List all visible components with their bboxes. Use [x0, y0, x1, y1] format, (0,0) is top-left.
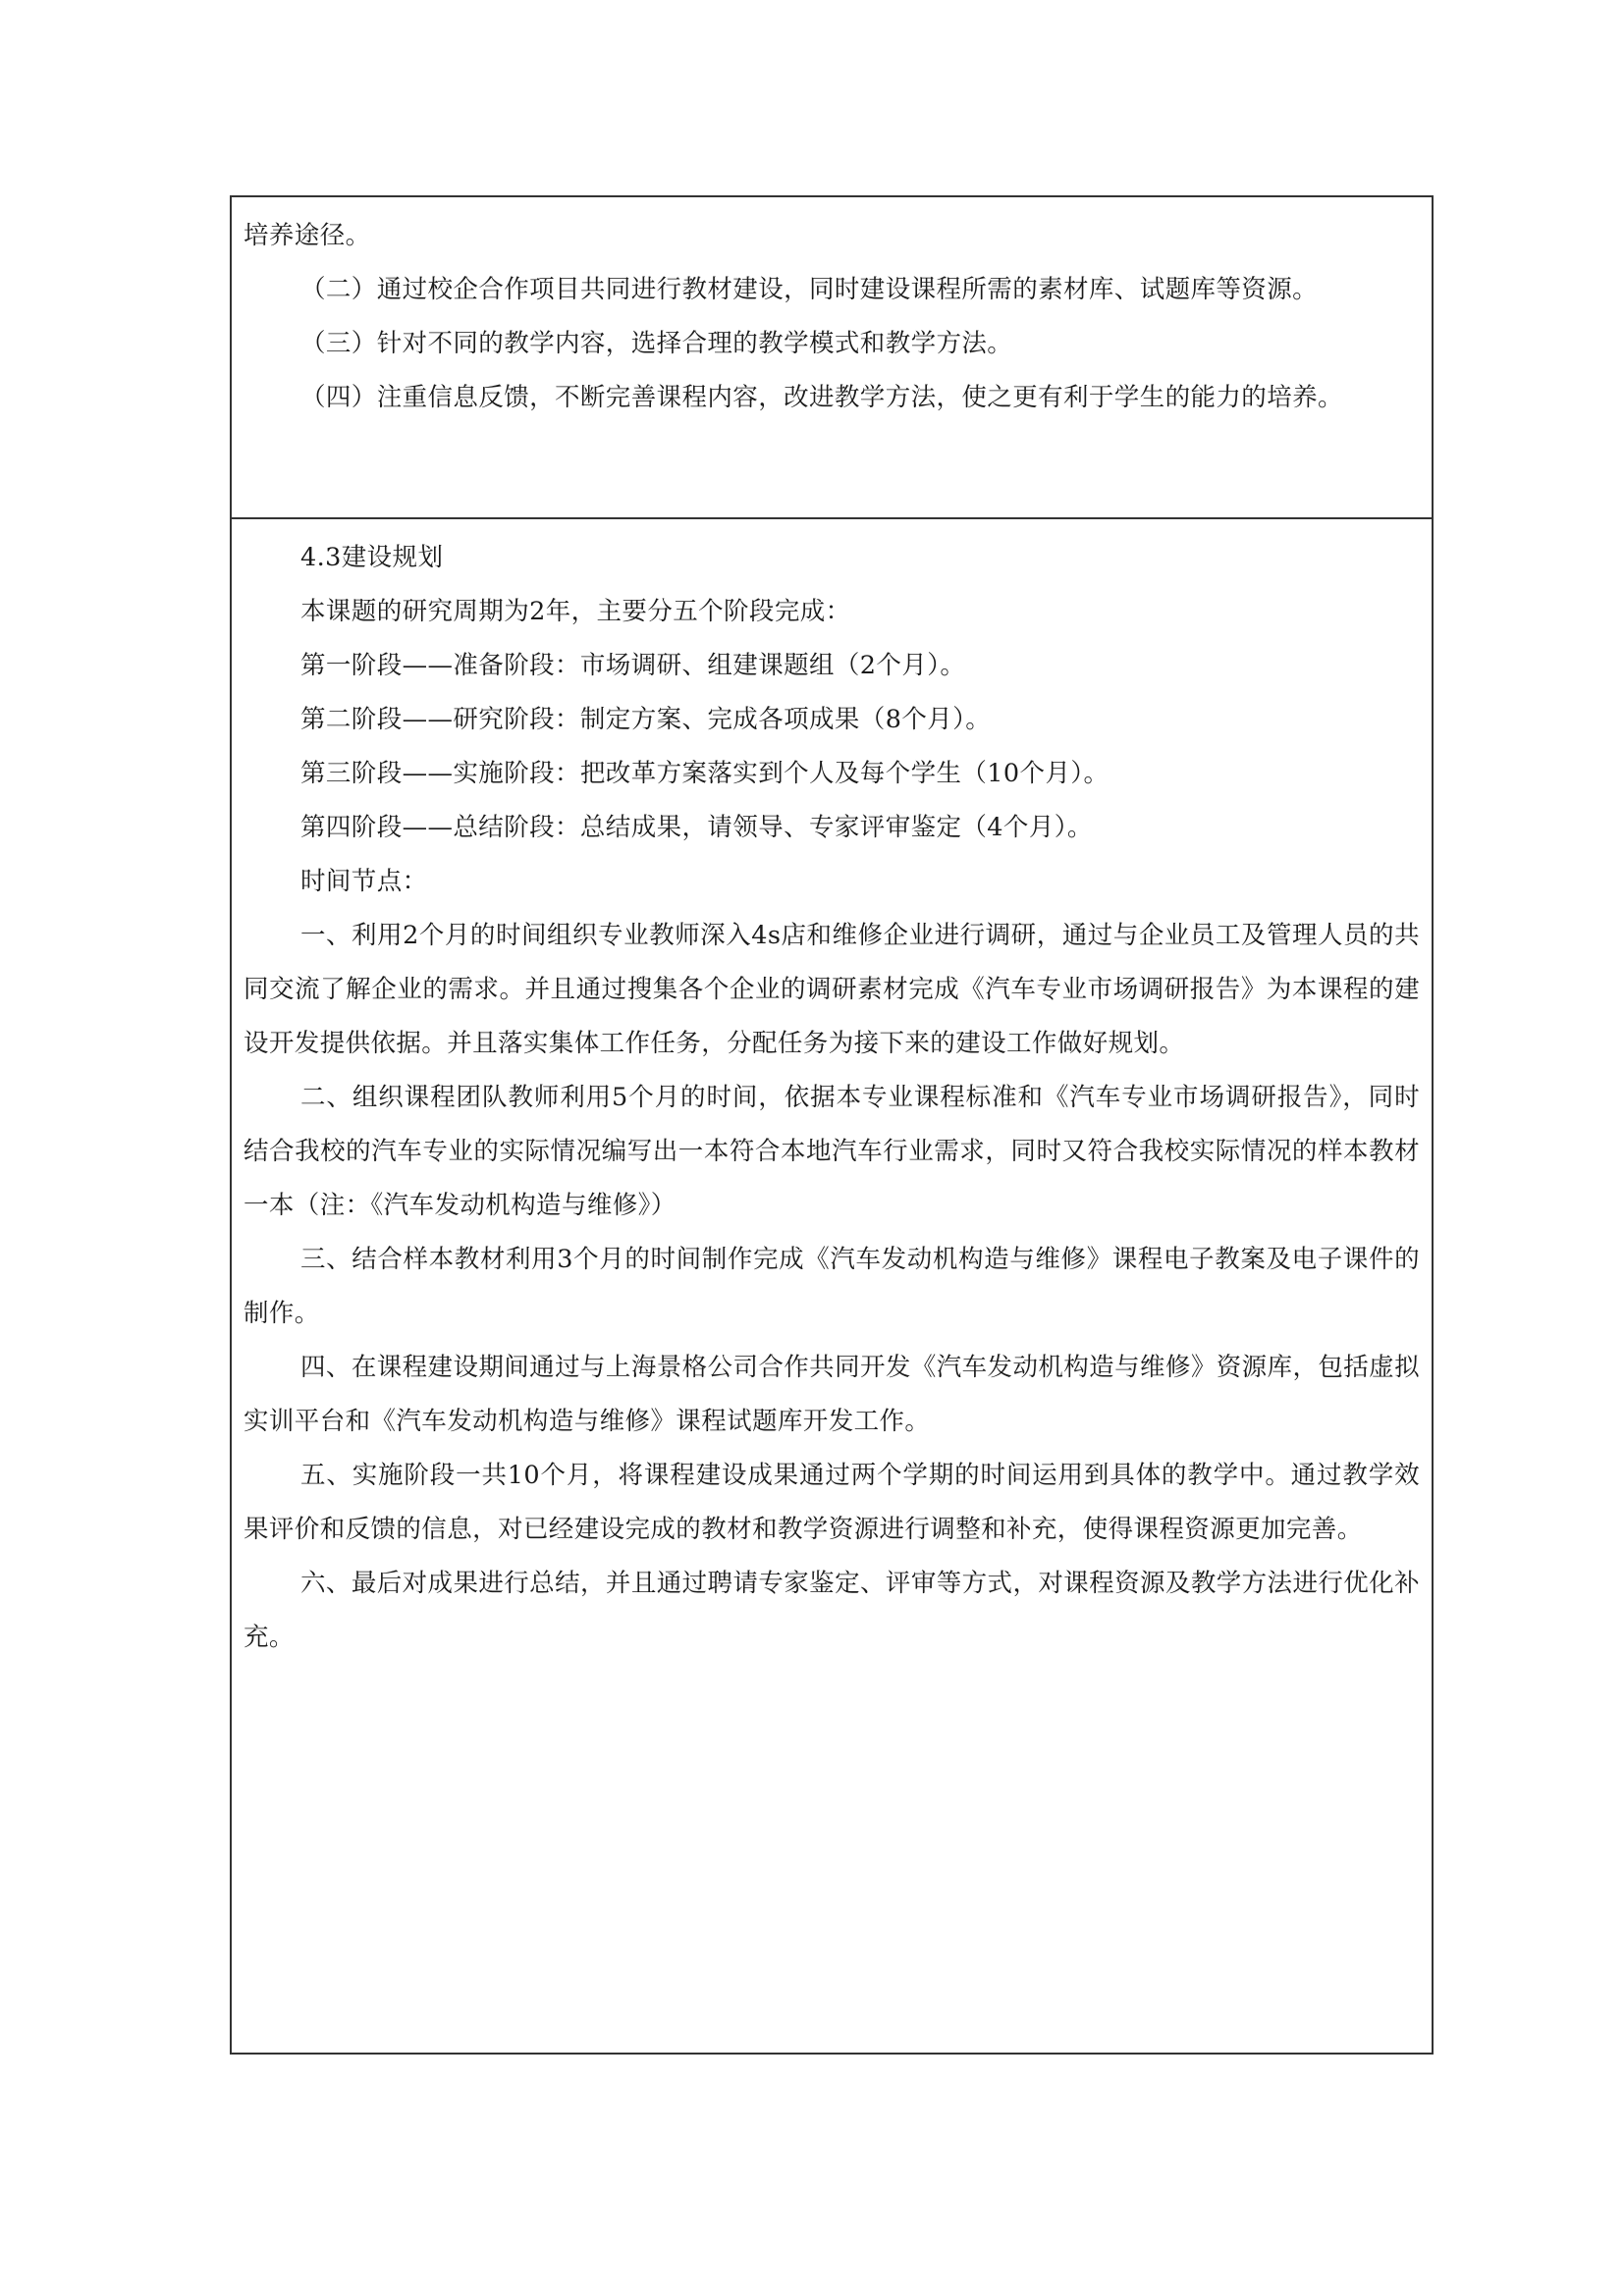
paragraph-item-4: （四）注重信息反馈，不断完善课程内容，改进教学方法，使之更有利于学生的能力的培养。 [300, 383, 1343, 412]
construction-plan-cell [231, 518, 1433, 2054]
timeline-item-5: 五、实施阶段一共10个月，将课程建设成果通过两个学期的时间运用到具体的教学中。通过教学效果评价和反馈的信息，对已经建设完成的教材和教学资源进行调整和补充，使得课程资源更加完善。 [244, 1461, 1420, 1544]
phase-1: 第一阶段——准备阶段：市场调研、组建课题组（2个月）。 [300, 651, 966, 680]
paragraph-item-2: （二）通过校企合作项目共同进行教材建设，同时建设课程所需的素材库、试题库等资源。 [300, 275, 1319, 304]
timeline-label: 时间节点： [300, 867, 428, 896]
paragraph-item-3: （三）针对不同的教学内容，选择合理的教学模式和教学方法。 [300, 329, 1013, 358]
document-table [230, 195, 1434, 2055]
phase-3: 第三阶段——实施阶段：把改革方案落实到个人及每个学生（10个月）。 [300, 759, 1110, 788]
phase-4: 第四阶段——总结阶段：总结成果，请领导、专家评审鉴定（4个月）。 [300, 813, 1093, 842]
cultivation-path-cell [231, 196, 1433, 518]
paragraph-continuation: 培养途径。 [244, 221, 371, 250]
timeline-item-3: 三、结合样本教材利用3个月的时间制作完成《汽车发动机构造与维修》课程电子教案及电子课件的制作。 [244, 1245, 1420, 1328]
timeline-item-1: 一、利用2个月的时间组织专业教师深入4s店和维修企业进行调研，通过与企业员工及管理人员的共同交流了解企业的需求。并且通过搜集各个企业的调研素材完成《汽车专业市场调研报告》为本课程的建设开发提供依据。并且落实集体工作任务，分配任务为接下来的建设工作做好规划。 [244, 921, 1420, 1058]
timeline-item-4: 四、在课程建设期间通过与上海景格公司合作共同开发《汽车发动机构造与维修》资源库，包括虚拟实训平台和《汽车发动机构造与维修》课程试题库开发工作。 [244, 1353, 1420, 1436]
timeline-item-2: 二、组织课程团队教师利用5个月的时间，依据本专业课程标准和《汽车专业市场调研报告》，同时结合我校的汽车专业的实际情况编写出一本符合本地汽车行业需求，同时又符合我校实际情况的样本教材一本（注：《汽车发动机构造与维修》） [244, 1083, 1420, 1220]
table-row [231, 518, 1433, 2054]
plan-intro: 本课题的研究周期为2年，主要分五个阶段完成： [300, 597, 851, 626]
table-row [231, 196, 1433, 518]
timeline-item-6: 六、最后对成果进行总结，并且通过聘请专家鉴定、评审等方式，对课程资源及教学方法进行优化补充。 [244, 1569, 1420, 1652]
section-heading: 4.3建设规划 [300, 543, 444, 572]
phase-2: 第二阶段——研究阶段：制定方案、完成各项成果（8个月）。 [300, 705, 992, 734]
